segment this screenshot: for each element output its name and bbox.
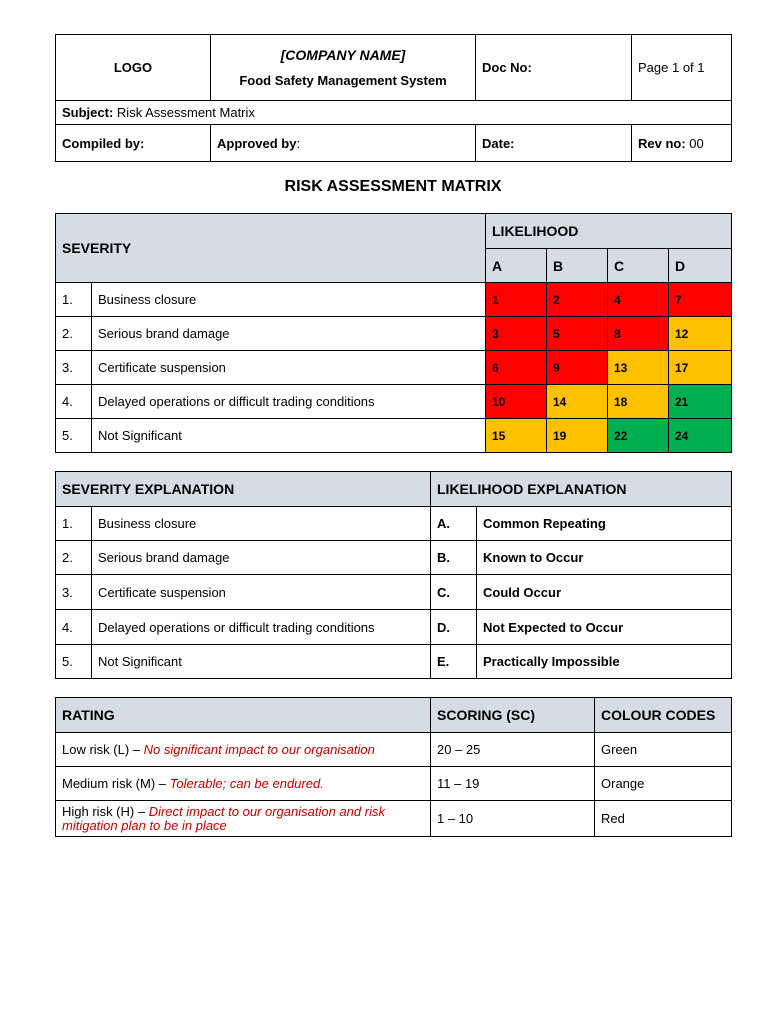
subject-label: Subject: bbox=[62, 105, 114, 120]
explanation-table bbox=[55, 471, 732, 679]
rating-score: 1 – 10 bbox=[431, 801, 595, 837]
rating-colour: Orange bbox=[595, 767, 732, 801]
risk-matrix-table bbox=[55, 213, 732, 453]
matrix-row-label: Serious brand damage bbox=[92, 317, 486, 351]
explanation-num: 2. bbox=[56, 541, 92, 575]
scoring-header: SCORING (SC) bbox=[431, 698, 595, 733]
likelihood-explanation: Not Expected to Occur bbox=[477, 610, 732, 645]
likelihood-letter: B. bbox=[431, 541, 477, 575]
matrix-row-num: 2. bbox=[56, 317, 92, 351]
rating-label: Low risk (L) – bbox=[62, 742, 144, 757]
company-block bbox=[211, 35, 476, 101]
date-label: Date: bbox=[476, 125, 632, 162]
rating-label: High risk (H) – bbox=[62, 803, 149, 819]
rating-description: Tolerable; can be endured. bbox=[169, 776, 324, 791]
matrix-cell: 21 bbox=[669, 385, 732, 419]
likelihood-col-d: D bbox=[669, 249, 732, 283]
explanation-num: 5. bbox=[56, 645, 92, 679]
severity-explanation: Business closure bbox=[92, 507, 431, 541]
rev-no-cell bbox=[632, 125, 732, 162]
matrix-row-num: 5. bbox=[56, 419, 92, 453]
rating-header: RATING bbox=[56, 698, 431, 733]
likelihood-explanation: Common Repeating bbox=[477, 507, 732, 541]
explanation-num: 1. bbox=[56, 507, 92, 541]
matrix-cell: 14 bbox=[547, 385, 608, 419]
matrix-cell: 15 bbox=[486, 419, 547, 453]
matrix-cell: 9 bbox=[547, 351, 608, 385]
matrix-cell: 7 bbox=[669, 283, 732, 317]
matrix-row-num: 1. bbox=[56, 283, 92, 317]
matrix-row-label: Business closure bbox=[92, 283, 486, 317]
rev-no-label: Rev no: bbox=[638, 135, 686, 151]
severity-header: SEVERITY bbox=[56, 214, 486, 283]
compiled-by-label: Compiled by: bbox=[56, 125, 211, 162]
matrix-cell: 4 bbox=[608, 283, 669, 317]
likelihood-explanation: Practically Impossible bbox=[477, 645, 732, 679]
likelihood-letter: A. bbox=[431, 507, 477, 541]
severity-explanation-header: SEVERITY EXPLANATION bbox=[56, 472, 431, 507]
approved-by-colon: : bbox=[296, 135, 301, 151]
likelihood-letter: D. bbox=[431, 610, 477, 645]
approved-by-cell bbox=[211, 125, 476, 162]
likelihood-letter: E. bbox=[431, 645, 477, 679]
matrix-cell: 10 bbox=[486, 385, 547, 419]
rating-high bbox=[56, 801, 431, 837]
matrix-cell: 17 bbox=[669, 351, 732, 385]
page-indicator: Page 1 of 1 bbox=[632, 35, 732, 101]
rating-description: No significant impact to our organisation bbox=[143, 742, 375, 757]
matrix-row-label: Not Significant bbox=[92, 419, 486, 453]
likelihood-col-b: B bbox=[547, 249, 608, 283]
matrix-cell: 13 bbox=[608, 351, 669, 385]
rating-table bbox=[55, 697, 732, 837]
matrix-cell: 5 bbox=[547, 317, 608, 351]
likelihood-explanation: Could Occur bbox=[477, 575, 732, 610]
matrix-cell: 2 bbox=[547, 283, 608, 317]
matrix-row-num: 4. bbox=[56, 385, 92, 419]
rating-low bbox=[56, 733, 431, 767]
rating-colour: Red bbox=[595, 801, 732, 837]
likelihood-col-c: C bbox=[608, 249, 669, 283]
matrix-cell: 18 bbox=[608, 385, 669, 419]
rating-colour: Green bbox=[595, 733, 732, 767]
matrix-cell: 12 bbox=[669, 317, 732, 351]
matrix-row-label: Certificate suspension bbox=[92, 351, 486, 385]
approved-by-label: Approved by bbox=[217, 135, 297, 151]
subject-value: Risk Assessment Matrix bbox=[116, 105, 255, 120]
rating-description: Direct impact to our organisation and risk mitigation plan to be in place bbox=[62, 803, 385, 833]
page-title: RISK ASSESSMENT MATRIX bbox=[284, 178, 502, 195]
matrix-cell: 1 bbox=[486, 283, 547, 317]
matrix-cell: 3 bbox=[486, 317, 547, 351]
rating-label: Medium risk (M) – bbox=[62, 776, 170, 791]
matrix-cell: 6 bbox=[486, 351, 547, 385]
rating-score: 20 – 25 bbox=[431, 733, 595, 767]
matrix-cell: 24 bbox=[669, 419, 732, 453]
likelihood-header: LIKELIHOOD bbox=[486, 214, 732, 249]
likelihood-explanation: Known to Occur bbox=[477, 541, 732, 575]
doc-no-label: Doc No: bbox=[476, 35, 632, 101]
company-name: [COMPANY NAME] bbox=[280, 47, 406, 63]
severity-explanation: Delayed operations or difficult trading conditions bbox=[92, 610, 431, 645]
explanation-num: 4. bbox=[56, 610, 92, 645]
explanation-num: 3. bbox=[56, 575, 92, 610]
likelihood-col-a: A bbox=[486, 249, 547, 283]
header-table bbox=[55, 34, 732, 162]
likelihood-explanation-header: LIKELIHOOD EXPLANATION bbox=[431, 472, 732, 507]
matrix-cell: 8 bbox=[608, 317, 669, 351]
severity-explanation: Not Significant bbox=[92, 645, 431, 679]
rating-medium bbox=[56, 767, 431, 801]
subject-row bbox=[56, 101, 732, 125]
matrix-row-num: 3. bbox=[56, 351, 92, 385]
severity-explanation: Serious brand damage bbox=[92, 541, 431, 575]
matrix-cell: 19 bbox=[547, 419, 608, 453]
matrix-row-label: Delayed operations or difficult trading conditions bbox=[92, 385, 486, 419]
severity-explanation: Certificate suspension bbox=[92, 575, 431, 610]
system-name: Food Safety Management System bbox=[239, 73, 447, 88]
colour-codes-header: COLOUR CODES bbox=[595, 698, 732, 733]
rev-no-value: 00 bbox=[689, 135, 704, 151]
likelihood-letter: C. bbox=[431, 575, 477, 610]
rating-score: 11 – 19 bbox=[431, 767, 595, 801]
logo-placeholder: LOGO bbox=[56, 35, 211, 101]
matrix-cell: 22 bbox=[608, 419, 669, 453]
